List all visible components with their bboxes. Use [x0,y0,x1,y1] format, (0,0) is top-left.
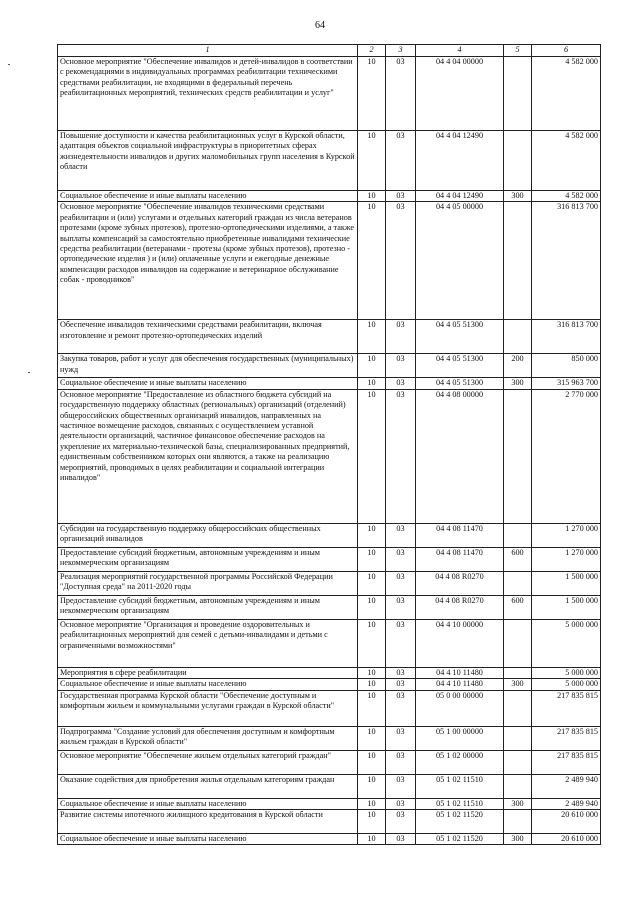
row-name: Предоставление субсидий бюджетным, автономным учреждениям и иным некоммерческим организациям [58,547,358,571]
row-pr: 03 [386,834,416,845]
row-csr: 04 4 10 00000 [416,619,504,667]
row-vr [504,726,532,750]
row-rz: 10 [358,810,386,834]
row-rz: 10 [358,679,386,690]
row-vr [504,389,532,523]
row-vr [504,571,532,595]
row-csr: 05 1 00 00000 [416,726,504,750]
column-header: 2 [358,45,386,57]
row-vr: 300 [504,378,532,389]
row-name: Социальное обеспечение и иные выплаты населению [58,834,358,845]
table-row [58,619,601,667]
row-rz: 10 [358,354,386,378]
row-pr: 03 [386,354,416,378]
table-row [58,57,601,131]
scan-mark [8,64,10,65]
row-rz: 10 [358,595,386,619]
row-csr: 04 4 05 51300 [416,378,504,389]
column-header: 5 [504,45,532,57]
table-row [58,320,601,354]
row-pr: 03 [386,667,416,678]
row-vr [504,690,532,726]
row-sum: 2 489 940 [532,798,601,809]
row-pr: 03 [386,679,416,690]
row-pr: 03 [386,523,416,547]
row-pr: 03 [386,774,416,798]
row-pr: 03 [386,191,416,202]
row-name: Государственная программа Курской области "Обеспечение доступным и комфортным жильем и коммунальными услугами граждан в Курской области" [58,690,358,726]
row-csr: 05 1 02 11520 [416,834,504,845]
table-row [58,378,601,389]
row-rz: 10 [358,131,386,191]
row-rz: 10 [358,202,386,320]
row-vr [504,523,532,547]
row-name: Закупка товаров, работ и услуг для обеспечения государственных (муниципальных) нужд [58,354,358,378]
row-sum: 5 000 000 [532,679,601,690]
row-rz: 10 [358,571,386,595]
row-sum: 1 500 000 [532,571,601,595]
row-sum: 1 500 000 [532,595,601,619]
row-name: Подпрограмма "Создание условий для обеспечения доступным и комфортным жильем граждан в Курской области" [58,726,358,750]
row-vr [504,320,532,354]
row-pr: 03 [386,798,416,809]
row-pr: 03 [386,571,416,595]
row-sum: 217 835 815 [532,726,601,750]
row-sum: 4 582 000 [532,191,601,202]
row-name: Основное мероприятие "Обеспечение жильем отдельных категорий граждан" [58,750,358,774]
row-csr: 04 4 04 12490 [416,131,504,191]
table-row [58,667,601,678]
row-name: Основное мероприятие "Обеспечение инвалидов и детей-инвалидов в соответствии с рекомендациями в индивидуальных программах реабилитации техническими средствами реабилитации, не входящими в федеральный перечень реабилитационных мероприятий, технических средств реабилитации и услуг" [58,57,358,131]
table-row [58,595,601,619]
row-name: Обеспечение инвалидов техническими средствами реабилитации, включая изготовление и ремонт протезно-ортопедических изделий [58,320,358,354]
row-pr: 03 [386,810,416,834]
row-rz: 10 [358,547,386,571]
table-row [58,354,601,378]
row-name: Субсидии на государственную поддержку общероссийских общественных организаций инвалидов [58,523,358,547]
row-sum: 4 582 000 [532,57,601,131]
row-rz: 10 [358,57,386,131]
row-sum: 4 582 000 [532,131,601,191]
row-name: Основное мероприятие "Обеспечение инвалидов техническими средствами реабилитации и (или) услугами и отдельных категорий граждан из числа ветеранов протезами (кроме зубных протезов), протезно-ортопедическими изделиями, а также выплаты компенсаций за самостоятельно приобретенные инвалидами технические средства реабилитации (ветеранами - протезы (кроме зубных протезов), протезно - ортопедические изделия ) и (или) оплаченные услуги и ежегодные денежные компенсации расходов инвалидов на содержание и ветеринарное обслуживание собак - проводников" [58,202,358,320]
row-pr: 03 [386,131,416,191]
row-vr: 300 [504,798,532,809]
row-rz: 10 [358,774,386,798]
row-csr: 04 4 08 00000 [416,389,504,523]
row-pr: 03 [386,690,416,726]
table-row [58,131,601,191]
row-vr: 300 [504,191,532,202]
row-name: Социальное обеспечение и иные выплаты населению [58,798,358,809]
table-row [58,690,601,726]
row-rz: 10 [358,389,386,523]
row-vr: 600 [504,547,532,571]
row-vr: 600 [504,595,532,619]
row-sum: 1 270 000 [532,547,601,571]
row-name: Основное мероприятие "Предоставление из областного бюджета субсидий на государственную поддержку областных (региональных) организаций (отделений) общероссийских общественных организаций инвалидов, направленных на частичное возмещение расходов, связанных с осуществлением уставной деятельности организаций, частичное финансовое обеспечение расходов на укрепление их материально-технической базы, специализированных предприятий, единственным собственником которых они являются, а также на реализацию мероприятий, проводимых в целях реабилитации и социальной интеграции инвалидов" [58,389,358,523]
row-pr: 03 [386,57,416,131]
row-pr: 03 [386,389,416,523]
row-csr: 05 1 02 00000 [416,750,504,774]
row-pr: 03 [386,320,416,354]
row-rz: 10 [358,191,386,202]
scan-mark [28,372,30,373]
row-pr: 03 [386,750,416,774]
row-vr [504,131,532,191]
row-sum: 5 000 000 [532,667,601,678]
row-sum: 315 963 700 [532,378,601,389]
row-vr: 300 [504,679,532,690]
column-header: 4 [416,45,504,57]
row-csr: 04 4 08 11470 [416,523,504,547]
row-csr: 05 1 02 11510 [416,798,504,809]
table-row [58,834,601,845]
row-rz: 10 [358,834,386,845]
row-rz: 10 [358,523,386,547]
row-pr: 03 [386,595,416,619]
table-row [58,191,601,202]
row-csr: 04 4 04 12490 [416,191,504,202]
row-pr: 03 [386,619,416,667]
row-name: Основное мероприятие "Организация и проведение оздоровительных и реабилитационных мероприятий для семей с детьми-инвалидами и детьми с ограниченными возможностями" [58,619,358,667]
row-rz: 10 [358,378,386,389]
row-vr [504,57,532,131]
row-sum: 1 270 000 [532,523,601,547]
budget-table [57,44,601,845]
row-name: Социальное обеспечение и иные выплаты населению [58,191,358,202]
table-row [58,726,601,750]
row-vr [504,667,532,678]
row-pr: 03 [386,547,416,571]
row-rz: 10 [358,619,386,667]
row-pr: 03 [386,726,416,750]
table-row [58,774,601,798]
row-pr: 03 [386,202,416,320]
row-name: Развитие системы ипотечного жилищного кредитования в Курской области [58,810,358,834]
row-csr: 05 1 02 11510 [416,774,504,798]
table-row [58,523,601,547]
row-sum: 217 835 815 [532,690,601,726]
column-header: 1 [58,45,358,57]
row-csr: 04 4 08 R0270 [416,595,504,619]
row-vr: 300 [504,834,532,845]
row-sum: 316 813 700 [532,320,601,354]
column-header: 3 [386,45,416,57]
row-vr [504,619,532,667]
table-row [58,389,601,523]
row-name: Повышение доступности и качества реабилитационных услуг в Курской области, адаптация объектов социальной инфраструктуры в приоритетных сферах жизнедеятельности инвалидов и других маломобильных групп населения в Курской области [58,131,358,191]
row-csr: 04 4 08 11470 [416,547,504,571]
row-vr [504,202,532,320]
row-rz: 10 [358,750,386,774]
column-header: 6 [532,45,601,57]
table-row [58,679,601,690]
row-name: Мероприятия в сфере реабилитации [58,667,358,678]
page-number: 64 [315,20,325,31]
table-row [58,547,601,571]
row-csr: 05 1 02 11520 [416,810,504,834]
row-sum: 5 000 000 [532,619,601,667]
row-csr: 04 4 05 51300 [416,320,504,354]
row-vr [504,774,532,798]
row-pr: 03 [386,378,416,389]
table-header-row [58,45,601,57]
row-csr: 04 4 04 00000 [416,57,504,131]
table-row [58,810,601,834]
row-csr: 04 4 08 R0270 [416,571,504,595]
row-name: Социальное обеспечение и иные выплаты населению [58,679,358,690]
row-sum: 2 489 940 [532,774,601,798]
row-vr [504,810,532,834]
row-csr: 04 4 10 11480 [416,679,504,690]
row-rz: 10 [358,667,386,678]
row-rz: 10 [358,798,386,809]
row-rz: 10 [358,690,386,726]
table-row [58,571,601,595]
row-csr: 05 0 00 00000 [416,690,504,726]
table-row [58,750,601,774]
row-sum: 850 000 [532,354,601,378]
row-csr: 04 4 05 00000 [416,202,504,320]
row-vr: 200 [504,354,532,378]
row-sum: 20 610 000 [532,834,601,845]
row-rz: 10 [358,726,386,750]
row-name: Оказание содействия для приобретения жилья отдельным категориям граждан [58,774,358,798]
row-sum: 217 835 815 [532,750,601,774]
row-name: Предоставление субсидий бюджетным, автономным учреждениям и иным некоммерческим организациям [58,595,358,619]
row-name: Реализация мероприятий государственной программы Российской Федерации "Доступная среда" на 2011-2020 годы [58,571,358,595]
table-row [58,798,601,809]
row-sum: 2 770 000 [532,389,601,523]
table-row [58,202,601,320]
row-sum: 20 610 000 [532,810,601,834]
row-rz: 10 [358,320,386,354]
row-vr [504,750,532,774]
row-name: Социальное обеспечение и иные выплаты населению [58,378,358,389]
row-sum: 316 813 700 [532,202,601,320]
row-csr: 04 4 05 51300 [416,354,504,378]
row-csr: 04 4 10 11480 [416,667,504,678]
